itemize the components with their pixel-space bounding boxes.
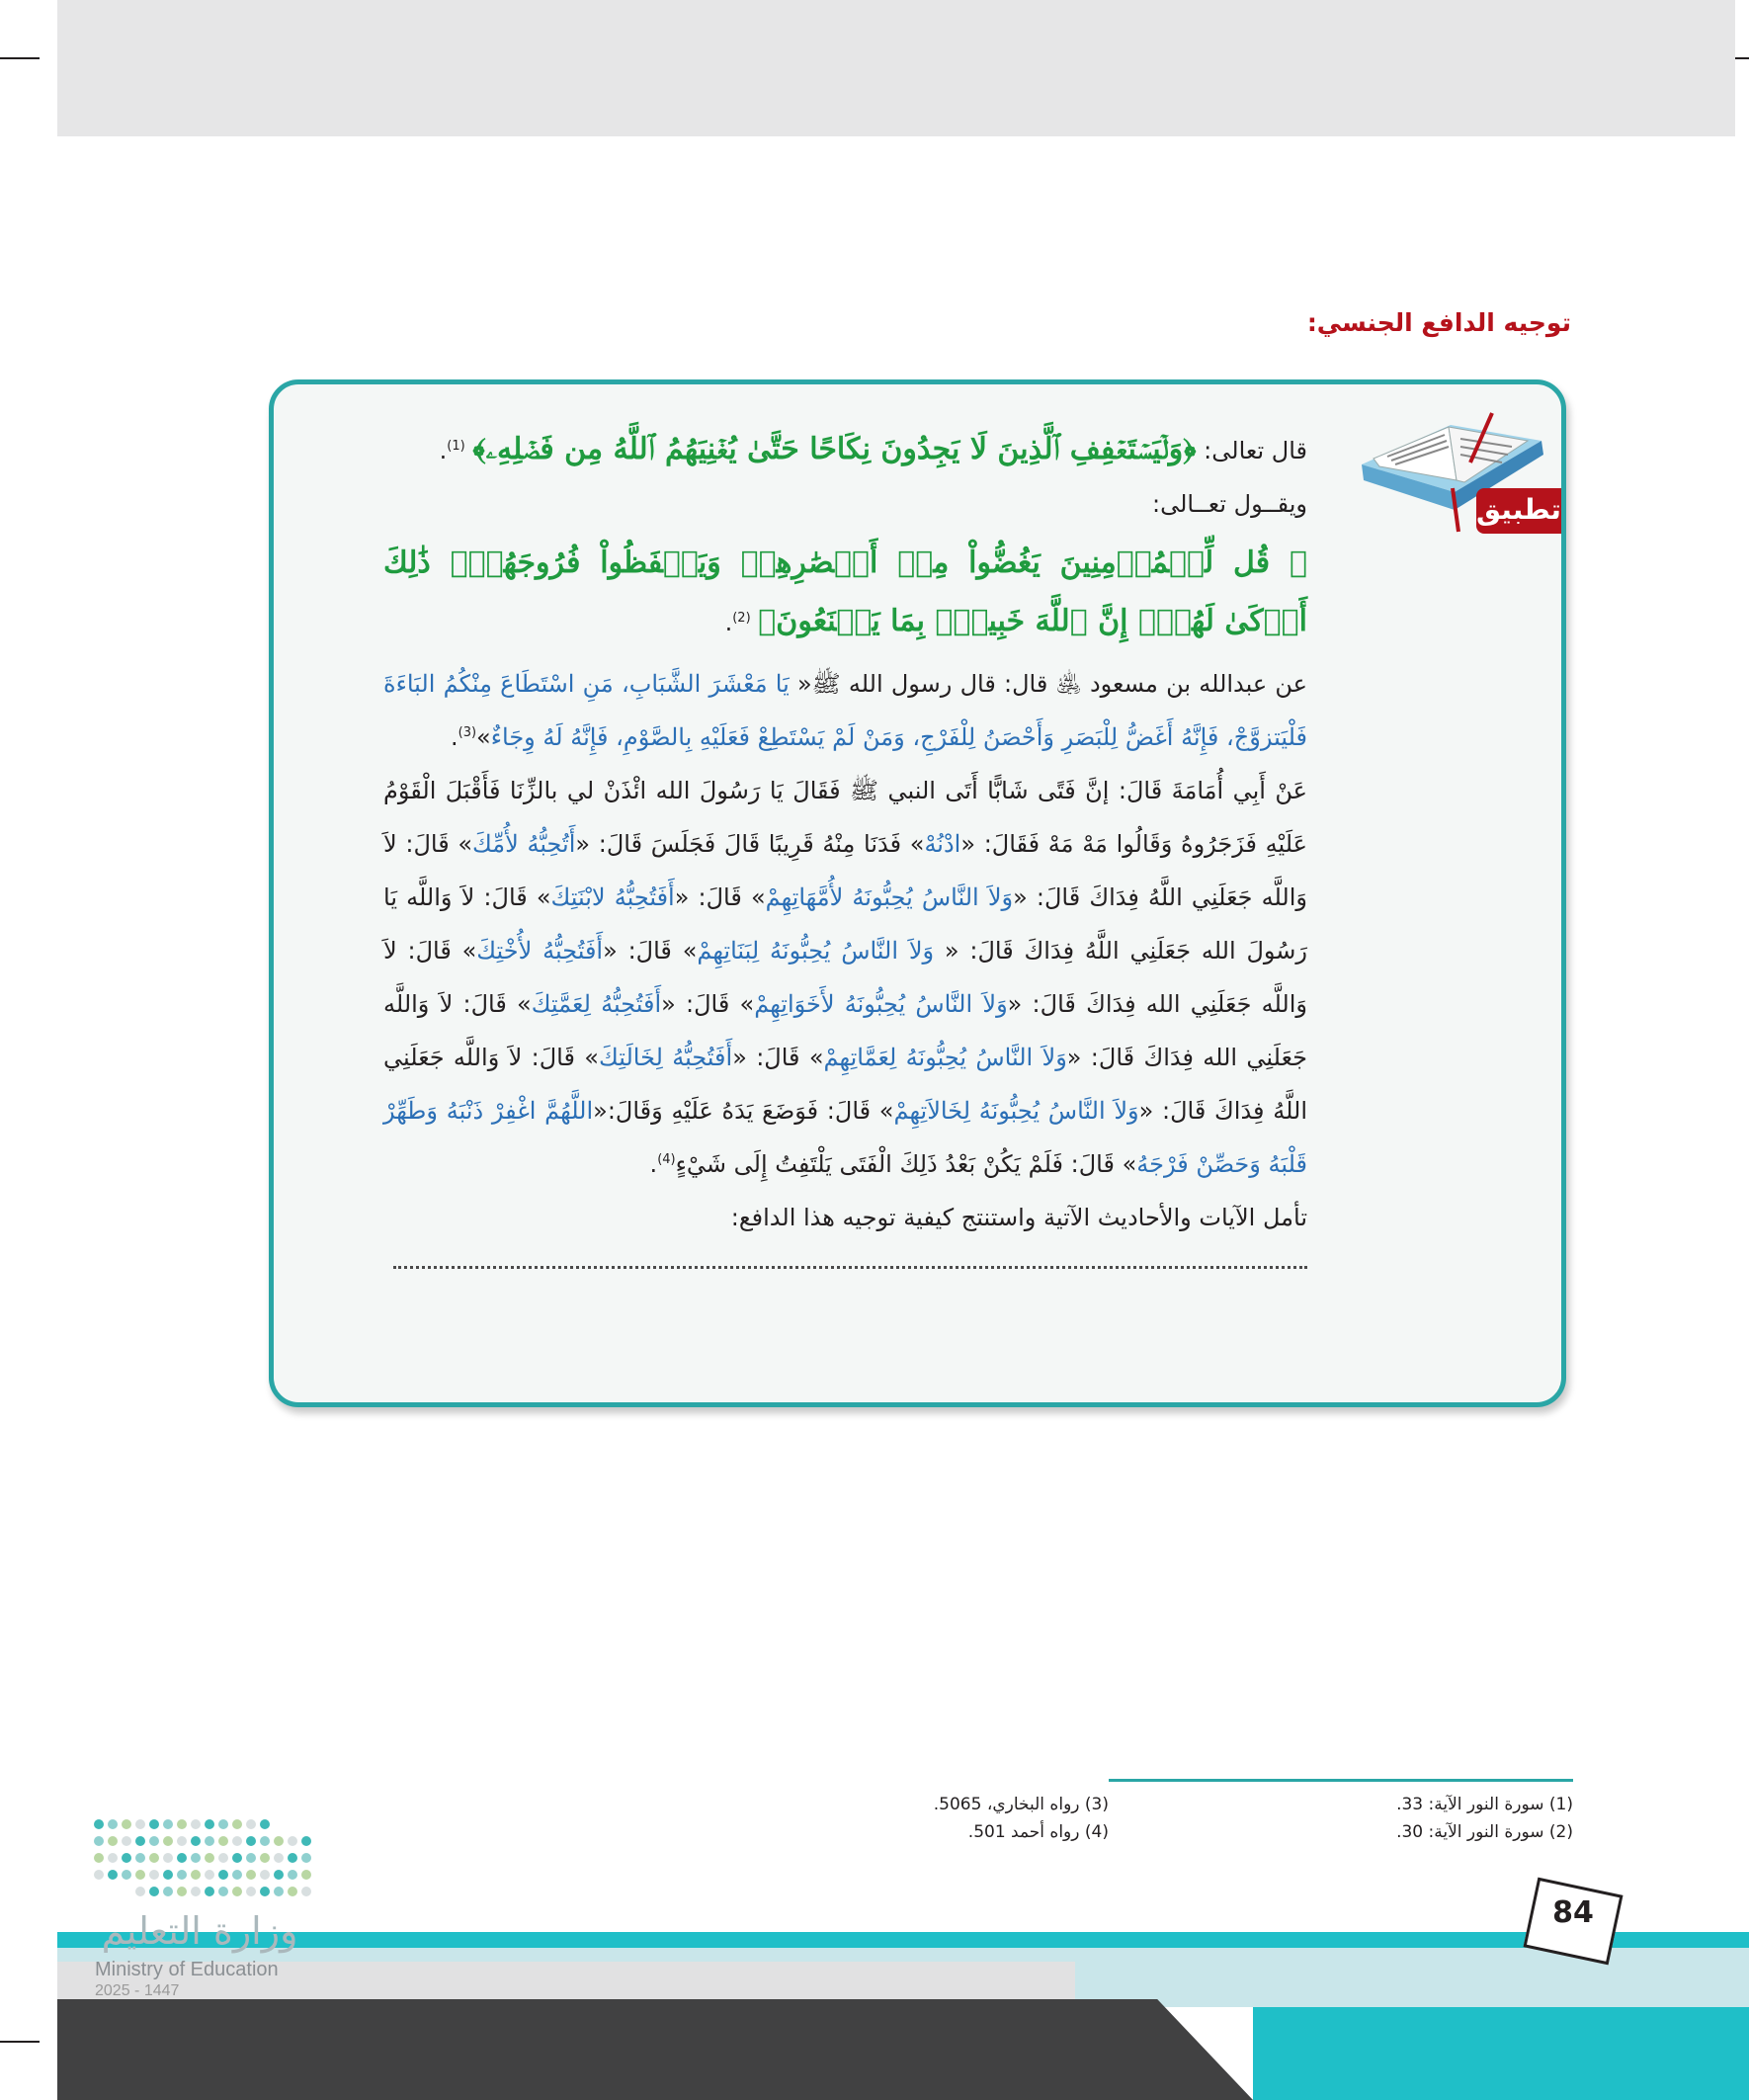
- logo-dot: [163, 1887, 173, 1896]
- verse-1-line: قال تعالى: ﴿وَلۡيَسۡتَعۡفِفِ ٱلَّذِينَ لَا يَجِدُونَ نِكَاحًا حَتَّىٰ يُغۡنِيَهُمُ ٱللَّهُ مِن فَضۡلِهِۦ﴾ $^{(1)}$.: [439, 432, 1307, 466]
- logo-dot: [149, 1819, 159, 1829]
- hadith-2-text: عَنْ أَبِي أُمَامَةَ قَالَ: إنَّ فَتًى شَابًّا أَتَى النبي ﷺ فَقَالَ يَا رَسُولَ الله ائْذَنْ لي بالزِّنَا فَأَقْبَلَ الْقَوْمُ عَلَيْهِ فَزَجَرُوهُ وَقَالُوا مَهْ مَهْ فَقَالَ: «: [383, 777, 1307, 858]
- logo-dot: [191, 1853, 201, 1863]
- logo-dot: [218, 1836, 228, 1846]
- footnote-ref-3: (3): [458, 725, 477, 740]
- footnote-4: (4) رواه أحمد 501.: [967, 1822, 1109, 1842]
- footnotes-left: [934, 1791, 1109, 1846]
- hadith-2-quote: وَلاَ النَّاسُ يُحِبُّونَهُ لِعَمَّاتِهِمْ: [823, 1044, 1067, 1071]
- hadith-2-quote: أَفَتُحِبُّهُ لِعَمَّتِكَ: [531, 990, 662, 1018]
- logo-dot: [246, 1819, 256, 1829]
- logo-dot: [163, 1870, 173, 1880]
- logo-dot: [301, 1836, 311, 1846]
- footer-band-dark: [57, 1999, 1253, 2100]
- logo-dot: [260, 1853, 270, 1863]
- footnote-ref-4: (4): [657, 1152, 676, 1167]
- logo-dot: [232, 1819, 242, 1829]
- logo-dot: [205, 1870, 214, 1880]
- hadith-2-text: » قَالَ: لاَ وَاللَّه يَا رَسُولَ الله جَعَلَنِي اللَّهُ فِدَاكَ قَالَ: «: [383, 883, 1308, 965]
- hadith-2-text: » قَالَ: «: [674, 883, 766, 911]
- logo-dot: [177, 1853, 187, 1863]
- logo-dot: [301, 1887, 311, 1896]
- logo-dot: [149, 1887, 159, 1896]
- section-title: توجيه الدافع الجنسي:: [1306, 308, 1571, 337]
- hadith-1: عن عبدالله بن مسعود ﵁ قال: قال رسول الله ﷺ« يَا مَعْشَرَ الشَّبَابِ، مَنِ اسْتَطَاعَ مِنْكُمُ البَاءَةَ فَلْيَتزوَّجْ، فَإِنَّهُ أَغَضُّ لِلْبَصَرِ وَأَحْصَنُ لِلْفَرْجِ، وَمَنْ لَمْ يَسْتَطِعْ فَعَلَيْهِ بِالصَّوْمِ، فَإِنَّهُ لَهُ وِجَاءٌ»$^{(3)}$.: [383, 670, 1307, 751]
- quran-verse-1: ﴿وَلۡيَسۡتَعۡفِفِ ٱلَّذِينَ لَا يَجِدُونَ نِكَاحًا حَتَّىٰ يُغۡنِيَهُمُ ٱللَّهُ مِن فَضۡلِهِۦ﴾: [472, 432, 1197, 466]
- logo-dot: [122, 1853, 131, 1863]
- logo-dot: [246, 1853, 256, 1863]
- logo-dot: [218, 1819, 228, 1829]
- hadith-2-quote: أَفَتُحِبُّهُ لابْنَتِكَ: [550, 883, 675, 911]
- hadith-2-quote: وَلاَ النَّاسُ يُحِبُّونَهُ لِبَنَاتِهِمْ: [697, 937, 935, 965]
- logo-dot: [108, 1870, 118, 1880]
- hadith-2: عَنْ أَبِي أُمَامَةَ قَالَ: إنَّ فَتًى شَابًّا أَتَى النبي ﷺ فَقَالَ يَا رَسُولَ الله ائْذَنْ لي بالزِّنَا فَأَقْبَلَ الْقَوْمُ عَلَيْهِ فَزَجَرُوهُ وَقَالُوا مَهْ مَهْ فَقَالَ: «ادْنُهْ» فَدَنَا مِنْهُ قَرِيبًا قَالَ فَجَلَسَ قَالَ: «أَتُحِبُّهُ لأُمِّكَ» قَالَ: لاَ وَاللَّه جَعَلَنِي اللَّهُ فِدَاكَ قَالَ: «وَلاَ النَّاسُ يُحِبُّونَهُ لأُمَّهَاتِهِمْ» قَالَ: «أَفَتُحِبُّهُ لابْنَتِكَ» قَالَ: لاَ وَاللَّه يَا رَسُولَ الله جَعَلَنِي اللَّهُ فِدَاكَ قَالَ: « وَلاَ النَّاسُ يُحِبُّونَهُ لِبَنَاتِهِمْ» قَالَ: «أَفَتُحِبُّهُ لأُخْتِكَ» قَالَ: لاَ وَاللَّه جَعَلَنِي الله فِدَاكَ قَالَ: «وَلاَ النَّاسُ يُحِبُّونَهُ لأَخَوَاتِهِمْ» قَالَ: «أَفَتُحِبُّهُ لِعَمَّتِكَ» قَالَ: لاَ وَاللَّه جَعَلَنِي الله فِدَاكَ قَالَ: «وَلاَ النَّاسُ يُحِبُّونَهُ لِعَمَّاتِهِمْ» قَالَ: «أَفَتُحِبُّهُ لِخَالَتِكَ» قَالَ: لاَ وَاللَّه جَعَلَنِي اللَّهُ فِدَاكَ قَالَ: «وَلاَ النَّاسُ يُحِبُّونَهُ لِخَالاَتِهِمْ» قَالَ: فَوَضَعَ يَدَهُ عَلَيْهِ وَقَالَ:«اللَّهُمَّ اغْفِرْ ذَنْبَهُ وَطَهِّرْ قَلْبَهُ وَحَصِّنْ فَرْجَهُ» قَالَ: فَلَمْ يَكُنْ بَعْدُ ذَلِكَ الْفَتَى يَلْتَفِتُ إِلَى شَيْءٍ$^{(4)}$.: [383, 777, 1308, 1178]
- logo-dot: [288, 1853, 297, 1863]
- logo-dot: [163, 1836, 173, 1846]
- footnote-ref-2: (2): [732, 611, 751, 626]
- logo-dot: [122, 1819, 131, 1829]
- hadith-2-text: » قَالَ: لاَ وَاللَّه جَعَلَنِي اللَّهُ فِدَاكَ قَالَ: «: [383, 830, 1307, 911]
- hadith-2-text: » قَالَ: فَلَمْ يَكُنْ بَعْدُ ذَلِكَ الْفَتَى يَلْتَفِتُ إِلَى شَيْءٍ: [675, 1150, 1137, 1178]
- logo-dot: [177, 1887, 187, 1896]
- logo-dot: [149, 1853, 159, 1863]
- logo-dot: [108, 1853, 118, 1863]
- badge-label: تطبيق: [1476, 488, 1561, 534]
- footer-band-teal: [57, 1932, 1749, 1948]
- hadith-2-text: » قَالَ: لاَ وَاللَّه جَعَلَنِي الله فِدَاكَ قَالَ: «: [383, 990, 1308, 1071]
- logo-dot: [149, 1870, 159, 1880]
- logo-dot: [218, 1887, 228, 1896]
- logo-dot: [135, 1870, 145, 1880]
- logo-dot: [94, 1836, 104, 1846]
- crop-mark: [0, 57, 40, 59]
- logo-dot: [135, 1853, 145, 1863]
- header-band: [57, 0, 1735, 136]
- logo-dot: [232, 1870, 242, 1880]
- hadith-2-quote: وَلاَ النَّاسُ يُحِبُّونَهُ لأُمَّهَاتِهِمْ: [765, 883, 1014, 911]
- answer-line[interactable]: [393, 1264, 1307, 1269]
- logo-dot: [122, 1836, 131, 1846]
- hadith-2-quote: أَفَتُحِبُّهُ لأُخْتِكَ: [476, 937, 604, 965]
- footnote-2: (2) سورة النور الآية: 30.: [1396, 1822, 1573, 1842]
- quran-verse-2: ﴿ قُل لِّلۡمُؤۡمِنِينَ يَغُضُّواْ مِنۡ أَبۡصَٰرِهِمۡ وَيَحۡفَظُواْ فُرُوجَهُمۡۚ ذَٰلِكَ أَزۡكَىٰ لَهُمۡۗ إِنَّ ٱللَّهَ خَبِيرُۢ بِمَا يَصۡنَعُونَ﴾: [383, 546, 1307, 638]
- logo-dot: [163, 1853, 173, 1863]
- footnote-ref-1: (1): [447, 439, 465, 454]
- ministry-year: 2025 - 1447: [95, 1982, 180, 1999]
- logo-dot: [177, 1870, 187, 1880]
- logo-dot: [108, 1819, 118, 1829]
- footnote-rule: [1109, 1779, 1573, 1782]
- hadith-2-text: » قَالَ: «: [603, 937, 698, 965]
- logo-dot: [191, 1870, 201, 1880]
- logo-dot: [108, 1836, 118, 1846]
- application-content: [383, 423, 1307, 1269]
- logo-dot: [274, 1853, 284, 1863]
- logo-dot: [274, 1836, 284, 1846]
- logo-dot: [246, 1887, 256, 1896]
- hadith-1-text: يَا مَعْشَرَ الشَّبَابِ، مَنِ اسْتَطَاعَ مِنْكُمُ البَاءَةَ فَلْيَتزوَّجْ، فَإِنَّهُ أَغَضُّ لِلْبَصَرِ وَأَحْصَنُ لِلْفَرْجِ، وَمَنْ لَمْ يَسْتَطِعْ فَعَلَيْهِ بِالصَّوْمِ، فَإِنَّهُ لَهُ وِجَاءٌ: [383, 670, 1307, 751]
- footer-band-teal-right: [1253, 2007, 1749, 2100]
- logo-dot: [94, 1870, 104, 1880]
- hadith-2-quote: وَلاَ النَّاسُ يُحِبُّونَهُ لأَخَوَاتِهِمْ: [754, 990, 1008, 1018]
- logo-dot: [135, 1836, 145, 1846]
- logo-dot: [191, 1887, 201, 1896]
- logo-dot: [232, 1887, 242, 1896]
- hadith-1-close: »: [476, 723, 491, 751]
- logo-dot: [205, 1819, 214, 1829]
- page-number: 84: [1552, 1895, 1594, 1930]
- logo-dot: [177, 1819, 187, 1829]
- hadith-2-text: » قَالَ: «: [732, 1044, 824, 1071]
- task-prompt: تأمل الآيات والأحاديث الآتية واستنتج كيفية توجيه هذا الدافع:: [730, 1204, 1307, 1231]
- logo-dot: [301, 1870, 311, 1880]
- hadith-2-quote: ادْنُهْ: [924, 830, 961, 858]
- logo-dot: [205, 1836, 214, 1846]
- hadith-2-text: » قَالَ: فَوَضَعَ يَدَهُ عَلَيْهِ وَقَالَ:«: [593, 1097, 894, 1125]
- hadith-2-quote: أَتُحِبُّهُ لأُمِّكَ: [472, 830, 576, 858]
- ministry-name-english: Ministry of Education: [95, 1959, 279, 1980]
- logo-dot: [122, 1870, 131, 1880]
- ministry-logo-icon: [91, 1816, 328, 1907]
- logo-dot: [260, 1870, 270, 1880]
- logo-dot: [218, 1853, 228, 1863]
- logo-dot: [274, 1870, 284, 1880]
- logo-dot: [260, 1819, 270, 1829]
- logo-dot: [94, 1819, 104, 1829]
- hadith-2-quote: وَلاَ النَّاسُ يُحِبُّونَهُ لِخَالاَتِهِمْ: [893, 1097, 1139, 1125]
- logo-dot: [205, 1853, 214, 1863]
- hadith-2-quote: اللَّهُمَّ اغْفِرْ ذَنْبَهُ وَطَهِّرْ قَلْبَهُ وَحَصِّنْ فَرْجَهُ: [383, 1097, 1307, 1178]
- hadith-2-text: » فَدَنَا مِنْهُ قَرِيبًا قَالَ فَجَلَسَ قَالَ: «: [575, 830, 925, 858]
- logo-dot: [232, 1836, 242, 1846]
- logo-dot: [191, 1819, 201, 1829]
- logo-dot: [135, 1887, 145, 1896]
- verse-2-line: ﴿ قُل لِّلۡمُؤۡمِنِينَ يَغُضُّواْ مِنۡ أَبۡصَٰرِهِمۡ وَيَحۡفَظُواْ فُرُوجَهُمۡۚ ذَٰلِكَ أَزۡكَىٰ لَهُمۡۗ إِنَّ ٱللَّهَ خَبِيرُۢ بِمَا يَصۡنَعُونَ﴾ $^{(2)}$.: [383, 546, 1307, 638]
- logo-dot: [177, 1836, 187, 1846]
- logo-dot: [205, 1887, 214, 1896]
- crop-mark: [0, 2041, 40, 2043]
- logo-dot: [232, 1853, 242, 1863]
- logo-dot: [246, 1836, 256, 1846]
- ministry-name-arabic: وزارة التعليم: [101, 1909, 298, 1953]
- logo-dot: [288, 1870, 297, 1880]
- logo-dot: [288, 1887, 297, 1896]
- footnotes-right: [1396, 1791, 1573, 1846]
- logo-dot: [260, 1887, 270, 1896]
- hadith-2-text: » قَالَ: «: [661, 990, 755, 1018]
- hadith-2-text: » قَالَ: لاَ وَاللَّه جَعَلَنِي الله فِدَاكَ قَالَ: «: [383, 937, 1308, 1018]
- hadith-2-quote: أَفَتُحِبُّهُ لِخَالَتِكَ: [598, 1044, 733, 1071]
- verse-1-lead: قال تعالى:: [1204, 437, 1307, 464]
- logo-dot: [94, 1853, 104, 1863]
- verse-2-intro: ويقــول تعــالى:: [1152, 490, 1307, 518]
- logo-dot: [218, 1870, 228, 1880]
- logo-dot: [135, 1819, 145, 1829]
- footnote-3: (3) رواه البخاري، 5065.: [933, 1795, 1109, 1814]
- logo-dot: [288, 1836, 297, 1846]
- logo-dot: [260, 1836, 270, 1846]
- logo-dot: [191, 1836, 201, 1846]
- logo-dot: [246, 1870, 256, 1880]
- logo-dot: [301, 1853, 311, 1863]
- hadith-2-text: » قَالَ: لاَ وَاللَّه جَعَلَنِي اللَّهُ فِدَاكَ قَالَ: «: [383, 1044, 1308, 1125]
- logo-dot: [149, 1836, 159, 1846]
- logo-dot: [163, 1819, 173, 1829]
- hadith-1-lead: عن عبدالله بن مسعود ﵁ قال: قال رسول الله ﷺ«: [796, 670, 1307, 698]
- logo-dot: [274, 1887, 284, 1896]
- footnote-1: (1) سورة النور الآية: 33.: [1396, 1795, 1573, 1814]
